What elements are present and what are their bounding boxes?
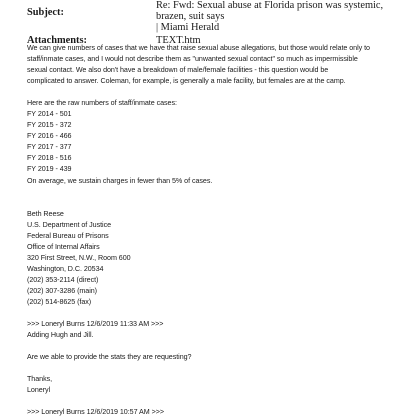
raw-numbers-intro: Here are the raw numbers of staff/inmate cases: — [27, 99, 177, 108]
signature-phone: (202) 307-3286 (main) — [27, 286, 97, 295]
quote-header: >>> Loneryl Burns 12/6/2019 10:57 AM >>> — [27, 408, 164, 417]
fy-line: FY 2015 - 372 — [27, 121, 72, 130]
body-line: complicated to answer. Coleman, for example, is generally a male facility, but females are at the camp. — [27, 77, 346, 86]
subject-label: Subject: — [27, 7, 64, 18]
average-line: On average, we sustain charges in fewer than 5% of cases. — [27, 176, 213, 185]
subject-line-2: | Miami Herald — [156, 22, 220, 33]
body-line: sexual contact. We also don't have a breakdown of male/female facilities - this question would be — [27, 66, 329, 75]
body-line: We can give numbers of cases that we have that raise sexual abuse allegations, but those would relate only to — [27, 44, 370, 52]
closing-sender: Loneryl — [27, 386, 51, 395]
fy-line: FY 2019 - 439 — [27, 165, 72, 174]
subject-line-1: Re: Fwd: Sexual abuse at Florida prison was systemic, brazen, suit says — [156, 0, 384, 22]
attachments-label: Attachments: — [27, 35, 88, 46]
subject-row — [27, 0, 395, 33]
closing-thanks: Thanks, — [27, 375, 53, 384]
fy-line: FY 2014 - 501 — [27, 110, 72, 119]
signature-line: Federal Bureau of Prisons — [27, 231, 109, 240]
signature-block — [27, 209, 399, 308]
quote-line: Adding Hugh and Jill. — [27, 331, 94, 340]
fy-line: FY 2018 - 516 — [27, 154, 72, 163]
signature-line: U.S. Department of Justice — [27, 220, 112, 229]
quote-header: >>> Loneryl Burns 12/6/2019 11:33 AM >>> — [27, 319, 164, 328]
fy-list — [27, 109, 399, 175]
fy-line: FY 2016 - 466 — [27, 132, 72, 141]
signature-line: 320 First Street, N.W., Room 600 — [27, 253, 131, 262]
signature-line: Office of Internal Affairs — [27, 242, 100, 251]
subject-value — [156, 0, 395, 33]
attachments-value: TEXT.htm — [156, 35, 201, 46]
fy-line: FY 2017 - 377 — [27, 143, 72, 152]
quote-question: Are we able to provide the stats they are requesting? — [27, 353, 192, 362]
email-body — [27, 43, 399, 418]
body-line: staff/inmate cases, and I would not describe them as "unwanted sexual contact" so much as impermissible — [27, 55, 358, 64]
signature-name: Beth Reese — [27, 209, 64, 218]
signature-phone: (202) 353-2114 (direct) — [27, 275, 99, 284]
paragraph-intro — [27, 43, 399, 87]
email-header — [27, 0, 395, 47]
signature-line: Washington, D.C. 20534 — [27, 264, 104, 273]
signature-phone: (202) 514-8625 (fax) — [27, 297, 92, 306]
